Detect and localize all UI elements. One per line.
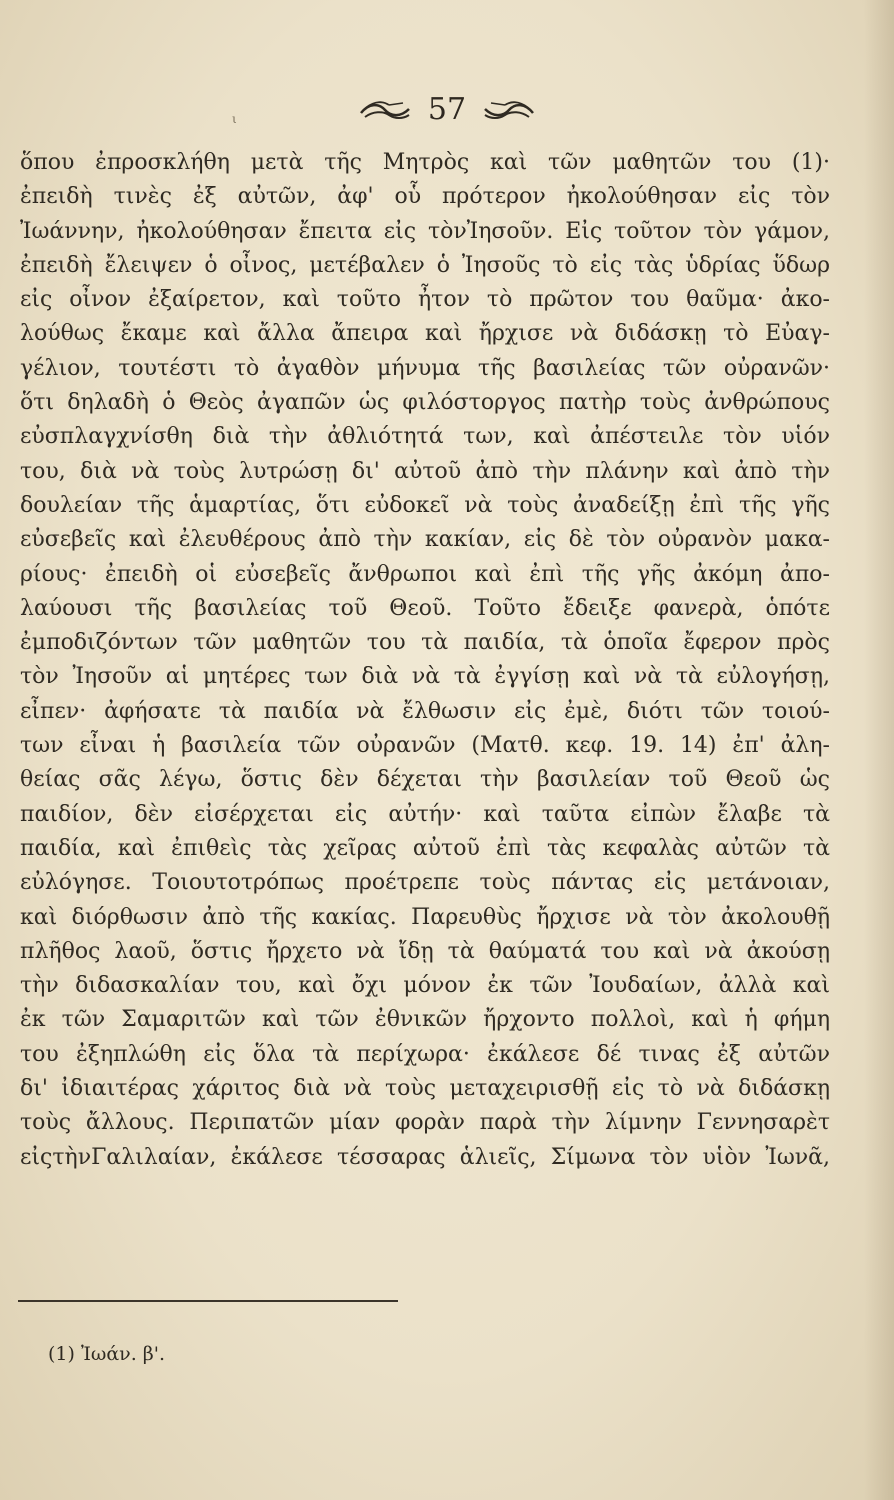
text-line: εἰςτὴνΓαλιλαίαν, ἐκάλεσε τέσσαρας ἁλιεῖς, Σίμωνα τὸν υἱὸν Ἰωνᾶ, — [20, 1144, 830, 1170]
text-line: δι' ἰδιαιτέρας χάριτος διὰ νὰ τοὺς μεταχειρισθῇ εἰς τὸ νὰ διδάσκῃ — [20, 1076, 830, 1102]
text-line: τὴν διδασκαλίαν του, καὶ ὄχι μόνον ἐκ τῶν Ἰουδαίων, ἀλλὰ καὶ — [20, 973, 830, 999]
text-line: Ἰωάννην, ἠκολούθησαν ἔπειτα εἰς τὸνἸησοῦν. Εἰς τοῦτον τὸν γάμον, — [20, 218, 830, 244]
text-line: γέλιον, τουτέστι τὸ ἀγαθὸν μήνυμα τῆς βασιλείας τῶν οὐρανῶν· — [20, 355, 830, 381]
text-line: ἐπειδὴ τινὲς ἐξ αὐτῶν, ἀφ' οὗ πρότερον ἠκολούθησαν εἰς τὸν — [20, 184, 830, 210]
page-edge-shadow — [864, 0, 894, 1500]
footnote: (1) Ἰωάν. β'. — [48, 1343, 166, 1365]
text-line: λούθως ἔκαμε καὶ ἄλλα ἄπειρα καὶ ἤρχισε νὰ διδάσκῃ τὸ Εὐαγ- — [20, 321, 830, 347]
text-line: λαύουσι τῆς βασιλείας τοῦ Θεοῦ. Τοῦτο ἔδειξε φανερὰ, ὁπότε — [20, 595, 830, 621]
text-line: παιδίον, δὲν εἰσέρχεται εἰς αὐτήν· καὶ ταῦτα εἰπὼν ἔλαβε τὰ — [20, 801, 830, 827]
text-line: εἰς οἶνον ἐξαίρετον, καὶ τοῦτο ἦτον τὸ πρῶτον του θαῦμα· ἀκο- — [20, 287, 830, 313]
text-line: ρίους· ἐπειδὴ οἱ εὐσεβεῖς ἄνθρωποι καὶ ἐπὶ τῆς γῆς ἀκόμη ἀπο- — [20, 561, 830, 587]
text-line: καὶ διόρθωσιν ἀπὸ τῆς κακίας. Παρευθὺς ἤρχισε νὰ τὸν ἀκολουθῇ — [20, 904, 830, 930]
text-line: πλῆθος λαοῦ, ὅστις ἤρχετο νὰ ἴδῃ τὰ θαύματά του καὶ νὰ ἀκούσῃ — [20, 938, 830, 964]
text-line: ὅπου ἐπροσκλήθη μετὰ τῆς Μητρὸς καὶ τῶν μαθητῶν του (1)· — [20, 150, 830, 175]
footnote-rule — [18, 1300, 398, 1302]
text-line: του, διὰ νὰ τοὺς λυτρώσῃ δι' αὐτοῦ ἀπὸ τὴν πλάνην καὶ ἀπὸ τὴν — [20, 458, 830, 484]
fleuron-right-icon — [483, 99, 535, 121]
text-line: ἐπειδὴ ἔλειψεν ὁ οἶνος, μετέβαλεν ὁ Ἰησοῦς τὸ εἰς τὰς ὑδρίας ὕδωρ — [20, 252, 830, 278]
text-line: ὅτι δηλαδὴ ὁ Θεὸς ἀγαπῶν ὡς φιλόστοργος πατὴρ τοὺς ἀνθρώπους — [20, 390, 830, 416]
text-line: εὐσπλαγχνίσθη διὰ τὴν ἀθλιότητά των, καὶ ἀπέστειλε τὸν υἱόν — [20, 424, 830, 450]
text-line: θείας σᾶς λέγω, ὅστις δὲν δέχεται τὴν βασιλείαν τοῦ Θεοῦ ὡς — [20, 767, 830, 793]
text-line: ἐμποδιζόντων τῶν μαθητῶν του τὰ παιδία, τὰ ὁποῖα ἔφερον πρὸς — [20, 630, 830, 656]
text-line: εὐσεβεῖς καὶ ἐλευθέρους ἀπὸ τὴν κακίαν, εἰς δὲ τὸν οὐρανὸν μακα- — [20, 527, 830, 553]
text-line: δουλείαν τῆς ἁμαρτίας, ὅτι εὐδοκεῖ νὰ τοὺς ἀναδείξῃ ἐπὶ τῆς γῆς — [20, 492, 830, 518]
text-line: εἶπεν· ἀφήσατε τὰ παιδία νὰ ἔλθωσιν εἰς ἐμὲ, διότι τῶν τοιού- — [20, 698, 830, 724]
stray-mark: ι — [232, 112, 237, 126]
text-line: του ἐξηπλώθη εἰς ὅλα τὰ περίχωρα· ἐκάλεσε δέ τινας ἐξ αὐτῶν — [20, 1041, 830, 1067]
page-number: 57 — [427, 92, 467, 127]
page-header — [0, 92, 894, 136]
text-line: τοὺς ἄλλους. Περιπατῶν μίαν φορὰν παρὰ τὴν λίμνην Γεννησαρὲτ — [20, 1110, 830, 1136]
text-line: ἐκ τῶν Σαμαριτῶν καὶ τῶν ἐθνικῶν ἤρχοντο πολλοὶ, καὶ ἡ φήμη — [20, 1007, 830, 1033]
text-line: τὸν Ἰησοῦν αἱ μητέρες των διὰ νὰ τὰ ἐγγίσῃ καὶ νὰ τὰ εὐλογήσῃ, — [20, 664, 830, 690]
body-text — [20, 146, 830, 1175]
fleuron-left-icon — [359, 99, 411, 121]
text-line: εὐλόγησε. Τοιουτοτρόπως προέτρεπε τοὺς πάντας εἰς μετάνοιαν, — [20, 870, 830, 896]
text-line: παιδία, καὶ ἐπιθεὶς τὰς χεῖρας αὐτοῦ ἐπὶ τὰς κεφαλὰς αὐτῶν τὰ — [20, 835, 830, 861]
text-line: των εἶναι ἡ βασιλεία τῶν οὐρανῶν (Ματθ. κεφ. 19. 14) ἐπ' ἀλη- — [20, 733, 830, 759]
